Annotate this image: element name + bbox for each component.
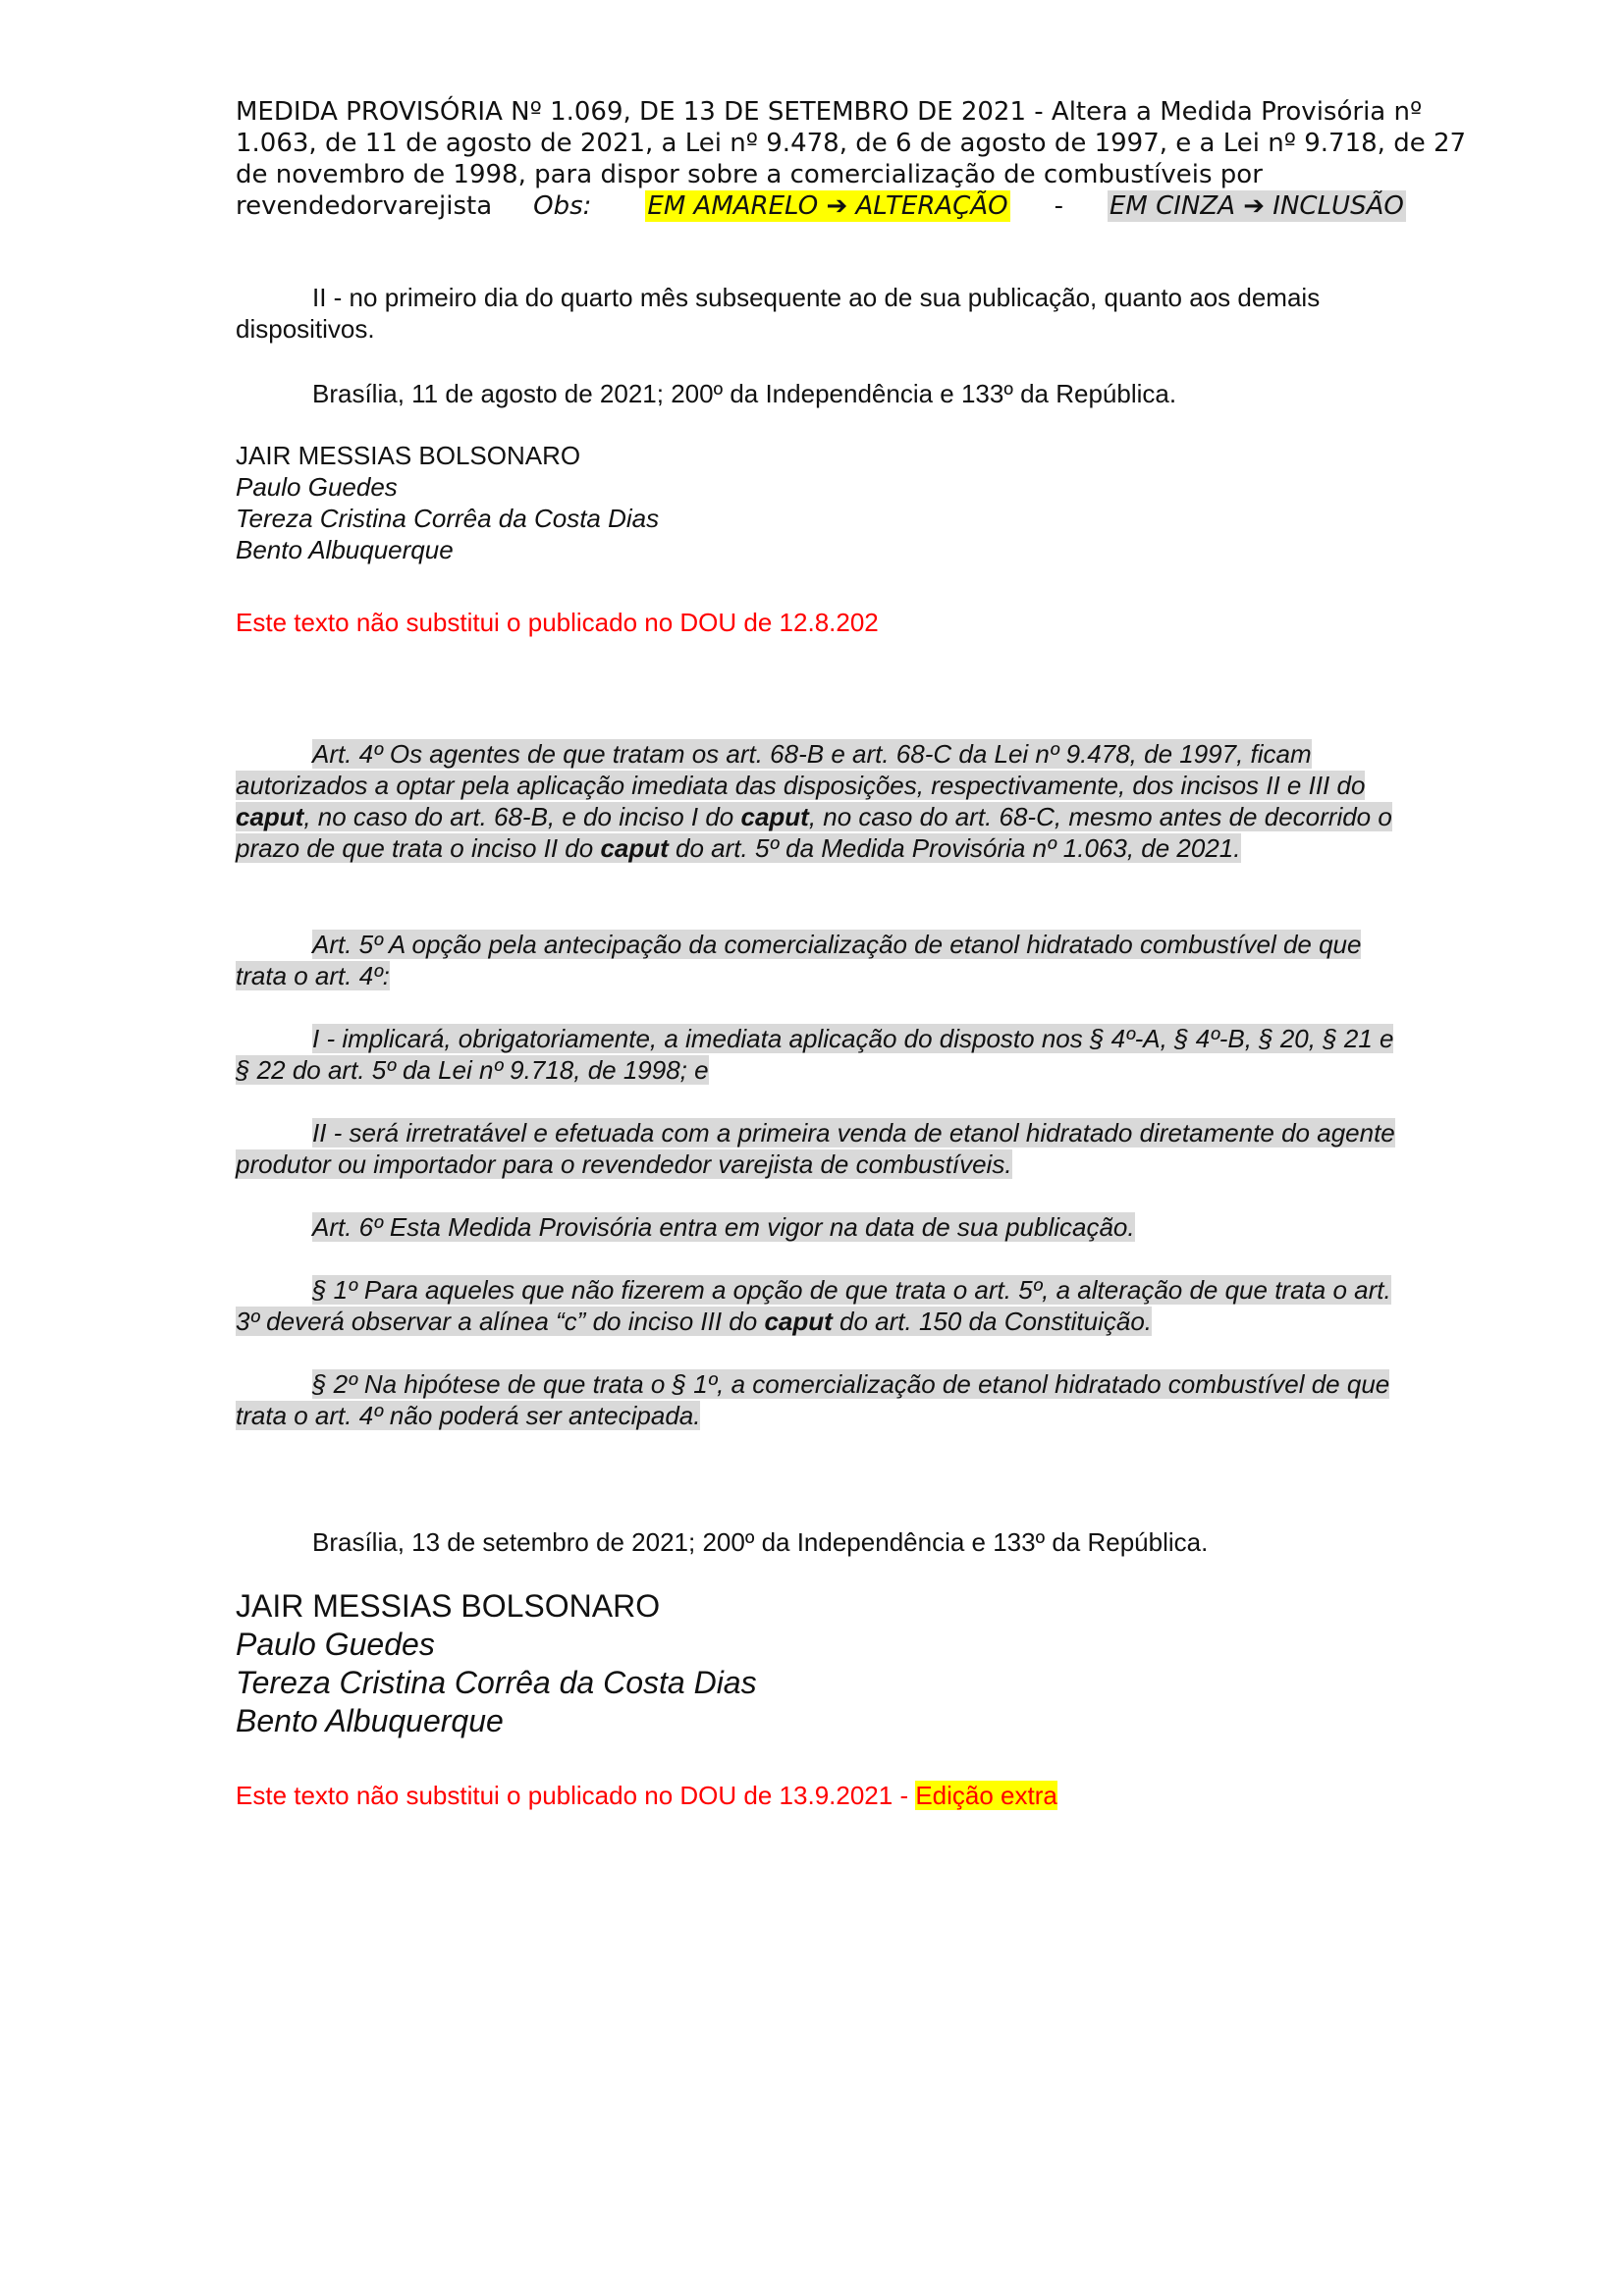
art4-text (236, 739, 1392, 863)
art5-paragraph (236, 929, 1412, 991)
date-line-2: Brasília, 13 de setembro de 2021; 200º da Independência e 133º da República. (312, 1527, 1209, 1557)
date-line-1: Brasília, 11 de agosto de 2021; 200º da Independência e 133º da República. (312, 379, 1177, 408)
edicao-extra-highlight: Edição extra (915, 1781, 1057, 1810)
caput-term: caput (740, 802, 809, 831)
signatory-minister-3: Bento Albuquerque (236, 1703, 504, 1738)
signatory-minister-2: Tereza Cristina Corrêa da Costa Dias (236, 504, 660, 533)
art5-item-ii (236, 1117, 1412, 1180)
signature-block-2 (236, 1587, 757, 1740)
paragraph-1-part-a: § 1º Para aqueles que não fizerem a opção de que trata o art. 5º, a alteração de que trata o art. 3º deverá observar a alínea “c” do inciso III do (236, 1275, 1391, 1336)
header-line-2: 1.063, de 11 de agosto de 2021, a Lei nº 9.478, de 6 de agosto de 1997, e a Lei nº 9.718, de 27 (236, 129, 1467, 158)
art5-item-i (236, 1023, 1412, 1086)
dou-notice-2 (236, 1780, 1057, 1811)
yellow-legend: EM AMARELO ➔ ALTERAÇÃO (647, 191, 1008, 221)
art4-part-c: , no caso do art. 68-C, mesmo antes de decorrido o prazo de que trata o inciso II do (236, 802, 1392, 863)
paragraph-1-part-b: do art. 150 da Constituição. (832, 1307, 1152, 1336)
caput-term: caput (600, 833, 669, 863)
header-line-3: de novembro de 1998, para dispor sobre a comercialização de combustíveis por (236, 160, 1263, 189)
dou-notice-2-text: Este texto não substitui o publicado no DOU de 13.9.2021 - (236, 1781, 916, 1810)
paragraph-2 (236, 1368, 1412, 1431)
gray-legend: EM CINZA ➔ INCLUSÃO (1109, 191, 1404, 221)
art4-paragraph (236, 738, 1412, 864)
art5-item-i-text: I - implicará, obrigatoriamente, a imediata aplicação do disposto nos § 4º-A, § 4º-B, § 20, § 21 e § 22 do art. 5º da Lei nº 9.718, de 1998; e (236, 1024, 1394, 1085)
paragraph-1-text (236, 1275, 1391, 1336)
caput-term: caput (236, 802, 304, 831)
paragraph-1 (236, 1274, 1412, 1337)
signatory-president: JAIR MESSIAS BOLSONARO (236, 1588, 661, 1624)
caput-term: caput (764, 1307, 833, 1336)
header-line-4: revendedorvarejista (236, 191, 493, 221)
signatory-president: JAIR MESSIAS BOLSONARO (236, 441, 581, 470)
art6-text: Art. 6º Esta Medida Provisória entra em vigor na data de sua publicação. (312, 1212, 1135, 1242)
dou-notice-1: Este texto não substitui o publicado no DOU de 12.8.202 (236, 608, 879, 637)
signatory-minister-2: Tereza Cristina Corrêa da Costa Dias (236, 1665, 757, 1700)
signatory-minister-3: Bento Albuquerque (236, 535, 454, 564)
art5-item-ii-text: II - será irretratável e efetuada com a primeira venda de etanol hidratado diretamente do agente produtor ou importador para o revendedor varejista de combustíveis. (236, 1118, 1395, 1179)
document-header (236, 96, 1467, 222)
paragraph-2-text: § 2º Na hipótese de que trata o § 1º, a comercialização de etanol hidratado combustível de que trata o art. 4º não poderá ser antecipada. (236, 1369, 1390, 1430)
art5-text: Art. 5º A opção pela antecipação da comercialização de etanol hidratado combustível de que trata o art. 4º: (236, 930, 1362, 990)
legend-separator: - (1054, 191, 1063, 221)
signatory-minister-1: Paulo Guedes (236, 1627, 435, 1662)
art4-part-d: do art. 5º da Medida Provisória nº 1.063, de 2021. (668, 833, 1241, 863)
art4-part-b: , no caso do art. 68-B, e do inciso I do (303, 802, 741, 831)
art4-part-a: Art. 4º Os agentes de que tratam os art. 68-B e art. 68-C da Lei nº 9.478, de 1997, ficam autorizados a optar pela aplicação imediata das disposições, respectivamente, dos incisos II e III do (236, 739, 1366, 800)
header-legend-row (236, 190, 1434, 222)
item-ii-paragraph: II - no primeiro dia do quarto mês subsequente ao de sua publicação, quanto aos demais dispositivos. (236, 283, 1321, 344)
header-line-1: MEDIDA PROVISÓRIA Nº 1.069, DE 13 DE SETEMBRO DE 2021 - Altera a Medida Provisória nº (236, 97, 1423, 127)
signature-block-1 (236, 440, 659, 565)
obs-label: Obs: (533, 191, 592, 221)
art6-paragraph (236, 1211, 1412, 1243)
signatory-minister-1: Paulo Guedes (236, 472, 398, 502)
